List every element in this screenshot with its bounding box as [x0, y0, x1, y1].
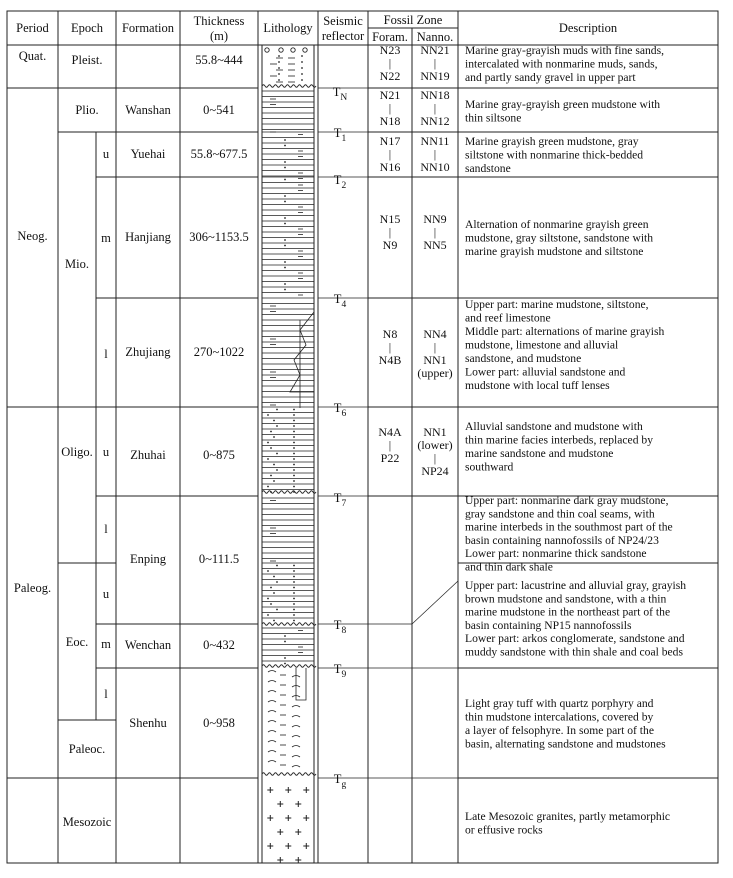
seismic-reflector-label: $T_1$: [333, 126, 347, 144]
formation-thickness: 270~1022: [193, 345, 245, 359]
description-line: gray sandstone and thin coal seams, with: [465, 507, 655, 521]
sand-dot: [267, 598, 269, 600]
sand-dot: [267, 614, 269, 616]
sand-dot: [270, 587, 272, 589]
header-epoch: Epoch: [71, 21, 103, 35]
description-line: siltstone with nonmarine thick-bedded: [465, 148, 644, 162]
sand-dot: [293, 469, 295, 471]
nanno-zone: NN12: [420, 114, 450, 128]
epoch-pleist: Pleist.: [71, 53, 103, 67]
sand-dot: [293, 620, 295, 622]
sand-dot: [293, 603, 295, 605]
period-paleog: Paleog.: [13, 581, 52, 595]
description-line: mudstone, gray siltstone, sandstone with: [465, 231, 654, 245]
sand-dot: [267, 486, 269, 488]
nanno-zone: |: [433, 101, 437, 115]
foram-zone: |: [388, 147, 392, 161]
sand-dot: [293, 458, 295, 460]
sand-dot: [270, 431, 272, 433]
tuff: [292, 706, 300, 708]
foram-zone: |: [388, 56, 392, 70]
sand-dot: [293, 609, 295, 611]
nanno-zone: (upper): [417, 366, 453, 380]
sand-dot: [278, 79, 280, 81]
seismic-reflector-label: $T_g$: [333, 772, 347, 790]
sand-dot: [293, 570, 295, 572]
seismic-reflector-label: $T_4$: [333, 292, 347, 310]
epoch-mio: Mio.: [65, 257, 89, 271]
foram-zone: N23: [379, 43, 401, 57]
unconformity: [262, 623, 316, 626]
sand-dot: [293, 436, 295, 438]
tuff: [268, 701, 276, 703]
formation-name: Wanshan: [125, 103, 171, 117]
foram-zone: N15: [379, 212, 401, 226]
sand-dot: [278, 55, 280, 57]
sand-dot: [278, 67, 280, 69]
header-foram: Foram.: [372, 30, 408, 44]
nanno-zone: (lower): [417, 438, 453, 452]
seismic-reflector-label: $T_6$: [333, 401, 347, 419]
sand-dot: [284, 283, 286, 285]
foram-zone: N8: [382, 327, 398, 341]
nanno-zone: |: [433, 451, 437, 465]
sand-dot: [301, 73, 303, 75]
foram-zone: N21: [379, 88, 401, 102]
subepoch-eoc-l: l: [104, 687, 108, 701]
tuff: [292, 746, 300, 748]
sand-dot: [293, 486, 295, 488]
sand-dot: [293, 414, 295, 416]
epoch-plio: Plio.: [75, 103, 99, 117]
description-line: thin mudstone intercalations, covered by: [465, 710, 654, 724]
description-line: basin, alternating sandstone and mudstones: [465, 737, 666, 751]
sand-dot: [278, 61, 280, 63]
unconformity: [262, 773, 316, 776]
sand-dot: [273, 620, 275, 622]
description-line: southward: [465, 460, 514, 474]
sand-dot: [293, 420, 295, 422]
sand-dot: [273, 576, 275, 578]
sand-dot: [293, 587, 295, 589]
tuff: [268, 761, 276, 763]
sand-dot: [284, 663, 286, 665]
description-line: Alluvial sandstone and mudstone with: [465, 420, 643, 433]
description-line: mudstone, limestone and alluvial: [465, 338, 619, 352]
formation-name: Yuehai: [130, 147, 166, 161]
sand-dot: [276, 409, 278, 411]
nanno-zone: |: [433, 147, 437, 161]
foram-zone: |: [388, 340, 392, 354]
sand-dot: [284, 267, 286, 269]
tuff: [292, 726, 300, 728]
foram-zone: N4A: [378, 425, 402, 439]
nanno-zone: NN21: [420, 43, 450, 57]
epoch-oligo: Oligo.: [61, 445, 93, 459]
sand-dot: [267, 570, 269, 572]
subepoch-mio-m: m: [101, 231, 111, 245]
tuff: [292, 736, 300, 738]
nanno-zone: NN10: [420, 160, 450, 174]
sand-dot: [293, 447, 295, 449]
sand-dot: [284, 179, 286, 181]
sand-dot: [284, 161, 286, 163]
formation-thickness: 0~958: [203, 716, 235, 730]
description-line: marine mudstone in the northeast part of the: [465, 605, 671, 619]
sand-dot: [278, 73, 280, 75]
sand-dot: [293, 431, 295, 433]
nanno-zone: |: [433, 225, 437, 239]
lithology-column: [262, 45, 316, 863]
sand-dot: [293, 480, 295, 482]
column-headers: [16, 13, 618, 44]
description-line: Lower part: alluvial sandstone and: [465, 365, 626, 379]
tuff: [292, 716, 300, 718]
description-line: Middle part: alternations of marine grayish: [465, 325, 665, 338]
sand-dot: [284, 223, 286, 225]
sand-dot: [267, 414, 269, 416]
sand-dot: [284, 139, 286, 141]
header-description: Description: [558, 21, 618, 35]
foram-zone: |: [388, 225, 392, 239]
sand-dot: [293, 592, 295, 594]
header-thickness-unit: (m): [209, 29, 229, 43]
subepoch-oligo-l: l: [104, 522, 108, 536]
unconformity: [262, 665, 316, 668]
header-period: Period: [16, 21, 49, 35]
nanno-zone: |: [433, 340, 437, 354]
header-reflector: reflector: [321, 29, 365, 43]
formation-thickness: 0~541: [203, 103, 235, 117]
nanno-zone: NN9: [423, 212, 447, 226]
sand-dot: [293, 409, 295, 411]
tuff: [268, 711, 276, 713]
description-line: Light gray tuff with quartz porphyry and: [465, 697, 654, 710]
epoch-eoc: Eoc.: [65, 635, 89, 649]
sand-dot: [301, 55, 303, 57]
foram-zone: |: [388, 101, 392, 115]
sand-dot: [284, 167, 286, 169]
gravel: [291, 48, 295, 52]
gravel: [303, 48, 307, 52]
nanno-zone: NP24: [421, 464, 449, 478]
description-line: or effusive rocks: [465, 823, 543, 837]
formation-thickness: 0~432: [203, 638, 235, 652]
sand-dot: [270, 447, 272, 449]
seismic-reflector-label: $T_N$: [332, 85, 348, 103]
sand-dot: [293, 581, 295, 583]
sand-dot: [284, 261, 286, 263]
description-line: sandstone, and mudstone: [465, 352, 582, 365]
sand-dot: [267, 442, 269, 444]
subepoch-oligo-u: u: [102, 445, 110, 459]
seismic-reflector-label: $T_8$: [333, 618, 347, 636]
description-line: Alternation of nonmarine grayish green: [465, 218, 649, 231]
seismic-reflector-label: $T_7$: [333, 491, 347, 509]
description-line: Late Mesozoic granites, partly metamorphic: [465, 810, 671, 823]
sand-dot: [293, 475, 295, 477]
sand-dot: [293, 464, 295, 466]
seismic-reflector-label: $T_2$: [333, 173, 347, 191]
description-line: marine sandstone and mudstone: [465, 447, 614, 460]
sand-dot: [293, 576, 295, 578]
reef-outline: [290, 312, 314, 392]
formation-thickness: 55.8~677.5: [190, 147, 248, 161]
description-line: Upper part: nonmarine dark gray mudstone,: [465, 494, 669, 507]
sand-dot: [276, 453, 278, 455]
sand-dot: [276, 609, 278, 611]
header-fossil-zone: Fossil Zone: [383, 13, 443, 27]
seismic-reflector-label: $T_9$: [333, 662, 347, 680]
foram-zone: N18: [379, 114, 401, 128]
gravel: [265, 48, 269, 52]
tuff: [268, 741, 276, 743]
formation-thickness: 55.8~444: [195, 53, 243, 67]
description-line: Upper part: marine mudstone, siltstone,: [465, 298, 649, 311]
description-line: brown mudstone and sandstone, with a thin: [465, 592, 667, 606]
formation-name: Hanjiang: [125, 230, 171, 244]
formation-thickness: 0~111.5: [198, 552, 240, 566]
description-line: marine interbeds in the southmost part of the: [465, 520, 673, 534]
sand-dot: [276, 425, 278, 427]
sand-dot: [273, 480, 275, 482]
description-line: a layer of felsophyre. In some part of the: [465, 724, 654, 737]
tuff: [268, 751, 276, 753]
sand-dot: [293, 614, 295, 616]
foram-zone: N17: [379, 134, 401, 148]
nanno-zone: |: [433, 56, 437, 70]
sand-dot: [284, 245, 286, 247]
period-neog: Neog.: [17, 229, 48, 243]
sand-dot: [273, 592, 275, 594]
sand-dot: [284, 289, 286, 291]
subepoch-mio-u: u: [102, 147, 110, 161]
nanno-zone: NN5: [423, 238, 447, 252]
sand-dot: [293, 453, 295, 455]
sand-dot: [267, 458, 269, 460]
description-line: and thin dark shale: [465, 560, 553, 574]
diagonal-connector: [412, 581, 458, 624]
sand-dot: [276, 581, 278, 583]
tuff: [268, 691, 276, 693]
sand-dot: [284, 657, 286, 659]
felsophyre: [296, 668, 306, 700]
description-line: basin containing nannofossils of NP24/23: [465, 533, 659, 547]
sand-dot: [301, 79, 303, 81]
sand-dot: [284, 641, 286, 643]
sand-dot: [284, 239, 286, 241]
sand-dot: [293, 442, 295, 444]
formation-name: Zhuhai: [130, 448, 166, 462]
tuff: [292, 756, 300, 758]
sand-dot: [301, 61, 303, 63]
sand-dot: [293, 598, 295, 600]
description-line: and reef limestone: [465, 311, 551, 325]
foram-zone: |: [388, 438, 392, 452]
description-line: Marine grayish green mudstone, gray: [465, 135, 639, 148]
nanno-zone: NN4: [423, 327, 447, 341]
description-line: Lower part: nonmarine thick sandstone: [465, 547, 647, 561]
foram-zone: P22: [380, 451, 400, 465]
sand-dot: [270, 475, 272, 477]
sand-dot: [276, 469, 278, 471]
description-line: thin marine facies interbeds, replaced by: [465, 433, 653, 447]
header-formation: Formation: [121, 21, 175, 35]
foram-zone: N22: [379, 69, 401, 83]
tuff: [268, 681, 276, 683]
description-line: Marine gray-grayish green mudstone with: [465, 98, 661, 111]
description-line: Lower part: arkos conglomerate, sandstone and: [465, 632, 685, 646]
formation-name: Enping: [129, 552, 167, 566]
nanno-zone: NN1: [423, 425, 447, 439]
sand-dot: [293, 425, 295, 427]
sand-dot: [270, 603, 272, 605]
header-thickness: Thickness: [193, 14, 245, 28]
tuff: [268, 721, 276, 723]
sand-dot: [284, 635, 286, 637]
description-line: mudstone with local tuff lenses: [465, 379, 610, 392]
description-line: intercalated with nonmarine muds, sands,: [465, 57, 658, 71]
sand-dot: [284, 195, 286, 197]
formation-name: Shenhu: [129, 716, 167, 730]
description-line: thin siltsone: [465, 111, 522, 125]
sand-dot: [276, 565, 278, 567]
sand-dot: [284, 145, 286, 147]
description-line: basin containing NP15 nannofossils: [465, 618, 632, 632]
description-line: Marine gray-grayish muds with fine sands,: [465, 44, 664, 57]
subepoch-eoc-m: m: [101, 637, 111, 651]
sand-dot: [273, 464, 275, 466]
foram-zone: N16: [379, 160, 401, 174]
description-line: sandstone: [465, 162, 511, 175]
sand-dot: [273, 420, 275, 422]
period-mesozoic: Mesozoic: [62, 815, 112, 829]
description-line: muddy sandstone with thin shale and coal beds: [465, 645, 683, 659]
formation-thickness: 306~1153.5: [189, 230, 249, 244]
sand-dot: [284, 217, 286, 219]
formation-name: Wenchan: [124, 638, 172, 652]
subepoch-eoc-u: u: [102, 587, 110, 601]
header-lithology: Lithology: [263, 21, 313, 35]
description-line: Upper part: lacustrine and alluvial gray, grayish: [465, 579, 687, 592]
nanno-zone: NN1: [423, 353, 447, 367]
formation-name: Zhujiang: [125, 345, 171, 359]
nanno-zone: NN18: [420, 88, 450, 102]
tuff: [268, 731, 276, 733]
header-nanno: Nanno.: [416, 30, 454, 44]
subepoch-mio-l: l: [104, 347, 108, 361]
sand-dot: [301, 67, 303, 69]
unconformity: [262, 85, 316, 88]
description-line: marine grayish mudstone and siltstone: [465, 245, 644, 258]
sand-dot: [293, 565, 295, 567]
epoch-paleoc: Paleoc.: [68, 742, 106, 756]
table-content: [7, 43, 718, 837]
nanno-zone: NN11: [420, 134, 450, 148]
header-seismic: Seismic: [323, 14, 363, 28]
sand-dot: [273, 436, 275, 438]
foram-zone: N4B: [378, 353, 402, 367]
tuff: [268, 671, 276, 673]
period-quat: Quat.: [18, 49, 47, 63]
foram-zone: N9: [382, 238, 398, 252]
sand-dot: [284, 201, 286, 203]
tuff: [292, 766, 300, 768]
formation-thickness: 0~875: [203, 448, 235, 462]
nanno-zone: NN19: [420, 69, 450, 83]
description-line: and partly sandy gravel in upper part: [465, 71, 636, 84]
gravel: [279, 48, 283, 52]
